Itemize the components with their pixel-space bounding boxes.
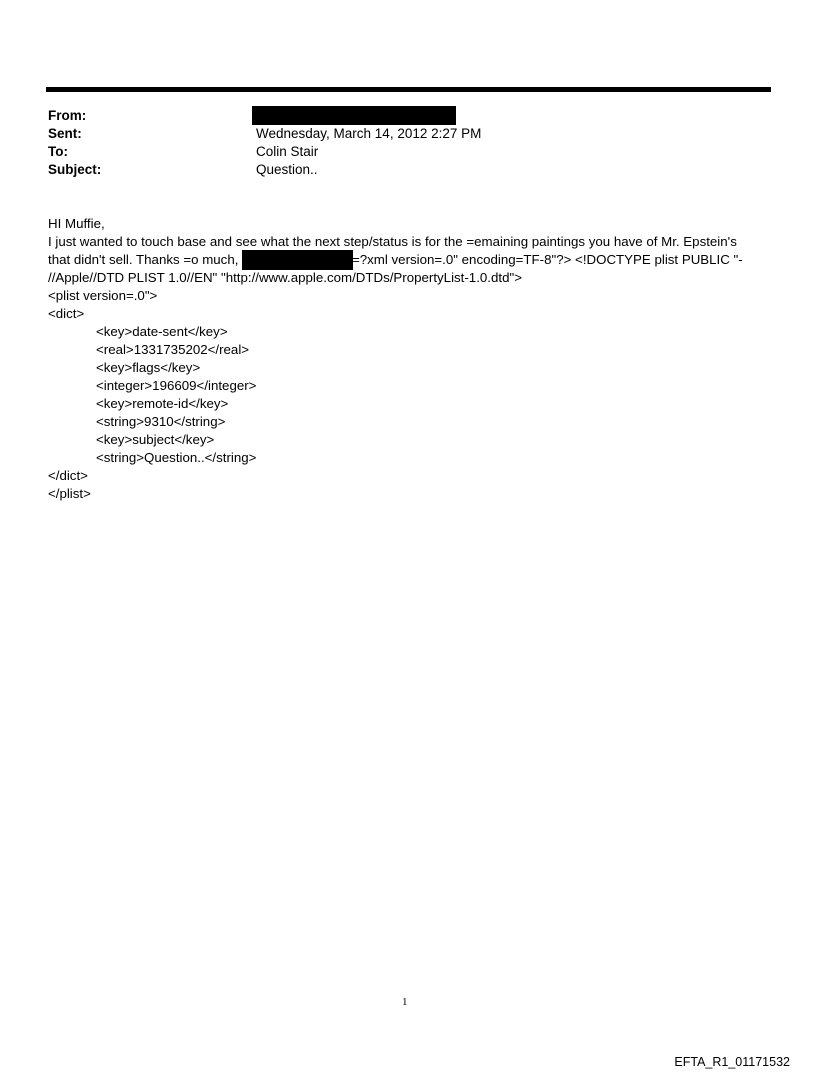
to-label: To:: [48, 144, 68, 159]
subject-row: [48, 161, 748, 179]
to-row: [48, 143, 748, 161]
body-redaction: [242, 250, 353, 270]
plist-line: <key>remote-id</key>: [96, 396, 229, 411]
plist-line: <key>flags</key>: [96, 360, 201, 375]
body-line: //Apple//DTD PLIST 1.0//EN" "http://www.apple.com/DTDs/PropertyList-1.0.dtd">: [48, 270, 522, 285]
plist-line: <plist version=.0">: [48, 288, 158, 303]
plist-line: <string>Question..</string>: [96, 450, 257, 465]
body-line: I just wanted to touch base and see what the next step/status is for the =emaining paintings you have of Mr. Epstein's: [48, 234, 737, 249]
plist-line: <key>date-sent</key>: [96, 324, 228, 339]
plist-line: <key>subject</key>: [96, 432, 215, 447]
from-label: From:: [48, 108, 87, 123]
sent-value: Wednesday, March 14, 2012 2:27 PM: [256, 126, 482, 141]
sent-label: Sent:: [48, 126, 82, 141]
plist-line: <integer>196609</integer>: [96, 378, 257, 393]
from-redaction: [252, 106, 456, 125]
subject-label: Subject:: [48, 162, 102, 177]
greeting-line: HI Muffie,: [48, 216, 105, 231]
plist-line: <real>1331735202</real>: [96, 342, 250, 357]
body-line: =?xml version=.0" encoding=TF-8"?> <!DOCTYPE plist PUBLIC "-: [352, 252, 743, 267]
to-value: Colin Stair: [256, 144, 319, 159]
sent-row: [48, 125, 748, 143]
body-line: that didn't sell. Thanks =o much,: [48, 252, 239, 267]
plist-line: </plist>: [48, 486, 91, 501]
header-divider: [46, 87, 771, 92]
plist-line: </dict>: [48, 468, 88, 483]
plist-line: <string>9310</string>: [96, 414, 226, 429]
subject-value: Question..: [256, 162, 318, 177]
plist-line: <dict>: [48, 306, 85, 321]
page-number: 1: [402, 996, 408, 1008]
document-id: EFTA_R1_01171532: [674, 1055, 790, 1069]
